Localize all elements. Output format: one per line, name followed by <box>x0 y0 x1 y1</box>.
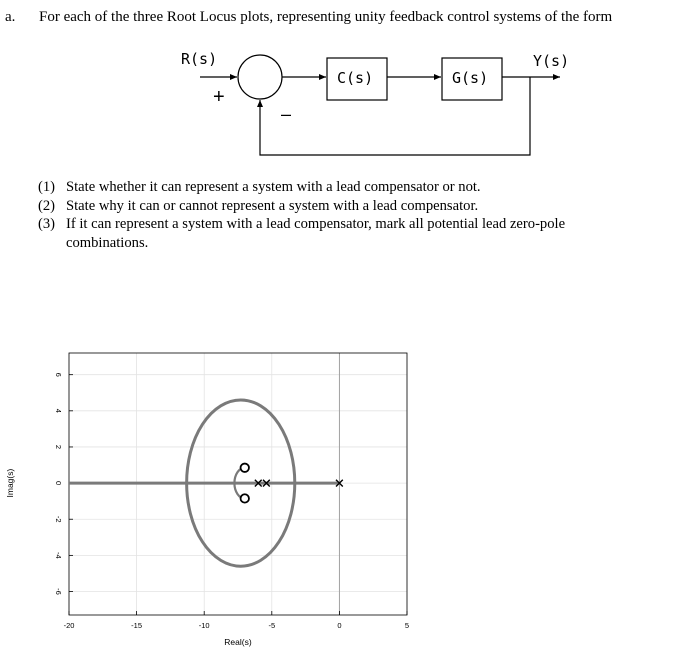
y-axis-label: Imag(s) <box>5 468 15 498</box>
y-tick-label: 0 <box>54 481 64 486</box>
y-tick-label: 4 <box>54 408 64 413</box>
plus-sign: + <box>213 86 225 108</box>
y-tick-label: 6 <box>54 372 64 377</box>
task-number: (3) <box>38 216 56 233</box>
task-item <box>38 197 678 216</box>
task-item <box>38 215 678 234</box>
y-tick-label: -6 <box>54 588 64 595</box>
output-label: Y(s) <box>533 52 570 70</box>
minus-sign: – <box>281 104 292 124</box>
task-number: (2) <box>38 197 56 214</box>
task-item-continuation <box>38 234 678 253</box>
plant-label: G(s) <box>452 69 489 87</box>
task-item <box>38 178 678 197</box>
x-tick-label: -20 <box>63 621 75 630</box>
controller-label: C(s) <box>337 69 374 87</box>
task-text: State why it can or cannot represent a system with a lead compensator. <box>66 197 479 214</box>
x-tick-label: -15 <box>131 621 143 630</box>
question-text: For each of the three Root Locus plots, representing unity feedback control systems of the form <box>39 9 613 25</box>
task-number: (1) <box>38 179 56 195</box>
root-locus-plot <box>0 340 682 660</box>
zero-marker <box>241 464 249 472</box>
summing-junction <box>238 55 282 99</box>
zero-marker <box>241 494 249 502</box>
y-tick-label: -4 <box>54 552 64 559</box>
x-tick-label: -5 <box>268 621 276 630</box>
task-text: State whether it can represent a system with a lead compensator or not. <box>66 179 481 195</box>
y-tick-label: -2 <box>54 515 64 523</box>
y-tick-label: 2 <box>54 444 64 450</box>
question-label: a. <box>5 9 16 25</box>
task-text: If it can represent a system with a lead compensator, mark all potential lead zero-pole <box>66 216 566 233</box>
x-tick-label: 0 <box>337 621 342 630</box>
x-tick-label: -10 <box>198 621 210 630</box>
task-list <box>38 178 678 252</box>
x-axis-label: Real(s) <box>224 637 252 647</box>
x-tick-label: 5 <box>404 621 410 630</box>
task-text: combinations. <box>66 234 149 251</box>
input-label: R(s) <box>181 50 218 68</box>
